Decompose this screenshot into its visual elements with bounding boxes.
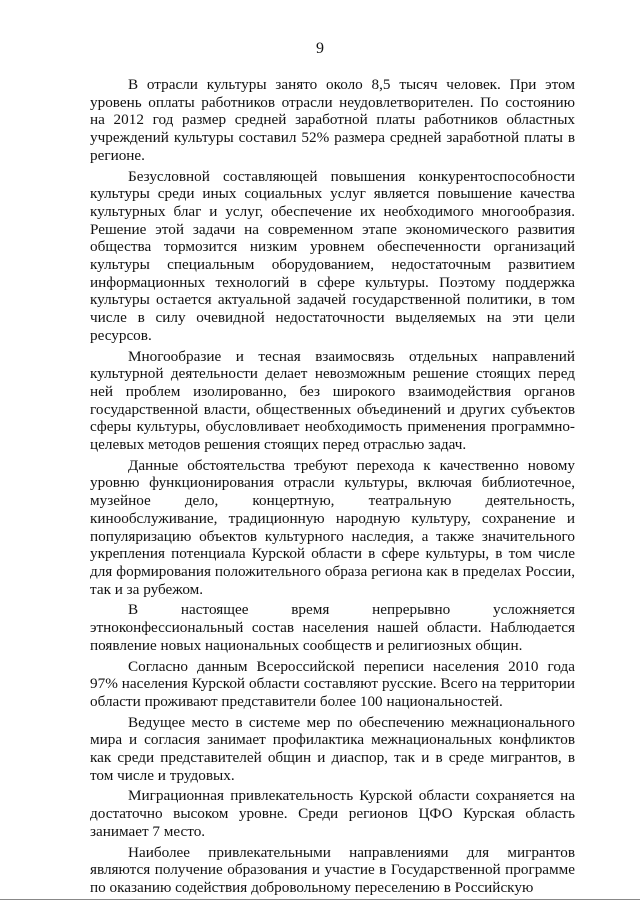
paragraph-census: Согласно данным Всероссийской переписи населения 2010 года 97% населения Курской области составляют русские. Всего на территории области проживают представители более 100 национальностей. <box>90 657 575 710</box>
page-number: 9 <box>316 40 324 57</box>
document-body <box>90 76 575 900</box>
paragraph-migration-appeal: Миграционная привлекательность Курской области сохраняется на достаточно высоком уровне. Среди регионов ЦФО Курская область занимает 7 место. <box>90 787 575 840</box>
paragraph-competitiveness: Безусловной составляющей повышения конкурентоспособности культуры среди иных социальных услуг является повышение качества культурных благ и услуг, обеспечение их необходимого многообразия. Решение этой задачи на современном этапе экономического развития общества тормозится низким уровнем обеспеченности организаций культуры специальным оборудованием, недостаточным развитием информационных технологий в сфере культуры. Поэтому поддержка культуры остается актуальной задачей государственной политики, в том числе в силу очевидной недостаточности выделяемых на эти цели ресурсов. <box>90 167 575 344</box>
paragraph-culture-employment: В отрасли культуры занято около 8,5 тысяч человек. При этом уровень оплаты работников отрасли неудовлетворителен. По состоянию на 2012 год размер средней заработной платы работников областных учреждений культуры составил 52% размера средней заработной платы в регионе. <box>90 76 575 164</box>
page-bottom-edge <box>0 899 640 900</box>
paragraph-new-level: Данные обстоятельства требуют перехода к качественно новому уровню функционирования отрасли культуры, включая библиотечное, музейное дело, концертную, театральную деятельность, кинообслуживание, традиционную народную культуру, сохранение и популяризацию объектов культурного наследия, а также значительного укрепления потенциала Курской области в сфере культуры, в том числе для формирования положительного образа региона как в пределах России, так и за рубежом. <box>90 456 575 598</box>
paragraph-interethnic-peace: Ведущее место в системе мер по обеспечению межнационального мира и согласия занимает профилактика межнациональных конфликтов как среди представителей общин и диаспор, так и в среде мигрантов, в том числе и трудовых. <box>90 713 575 784</box>
paragraph-migrant-directions: Наиболее привлекательными направлениями для мигрантов являются получение образования и участие в Государственной программе по оказанию содействия добровольному переселению в Российскую <box>90 843 575 896</box>
paragraph-ethnic-composition: В настоящее время непрерывно усложняется этноконфессиональный состав населения нашей области. Наблюдается появление новых национальных сообществ и религиозных общин. <box>90 601 575 654</box>
paragraph-diversity: Многообразие и тесная взаимосвязь отдельных направлений культурной деятельности делает невозможным решение стоящих перед ней проблем изолированно, без широкого взаимодействия органов государственной власти, общественных объединений и других субъектов сферы культуры, обусловливает необходимость применения программно-целевых методов решения стоящих перед отраслью задач. <box>90 347 575 454</box>
